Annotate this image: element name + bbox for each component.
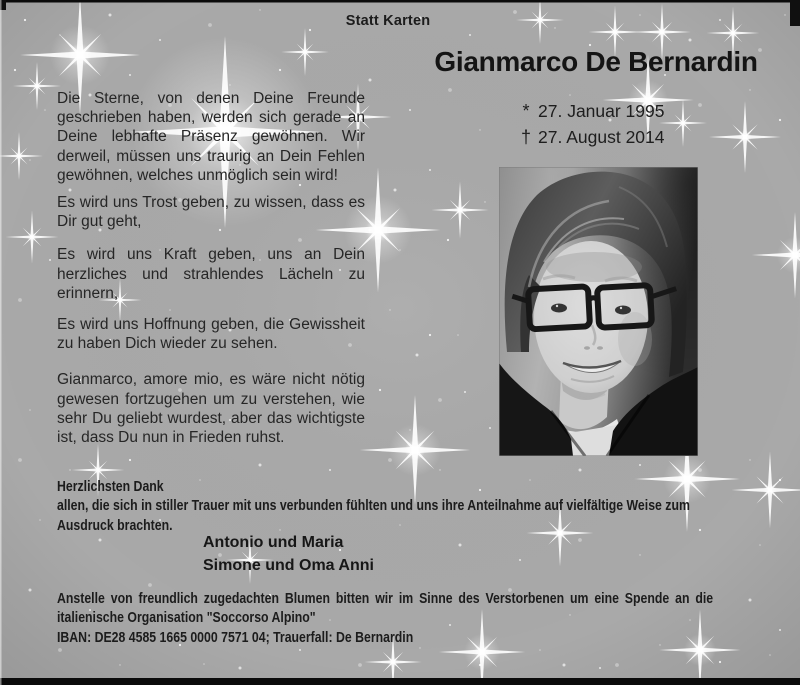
death-date: 27. August 2014 <box>538 127 665 147</box>
thanks-heading: Herzlichsten Dank <box>57 478 164 495</box>
deceased-name: Gianmarco De Bernardin <box>434 46 758 77</box>
thanks-section <box>57 477 795 535</box>
donation-section <box>57 589 795 647</box>
death-date-row <box>517 127 665 153</box>
family-name: Simone und Oma Anni <box>203 556 374 574</box>
portrait-photo <box>499 167 698 456</box>
donation-line: italienische Organisation "Soccorso Alpino" <box>57 609 316 627</box>
memorial-paragraph: Es wird uns Kraft geben, uns an Dein herzliches und strahlendes Lächeln zu erinnern, <box>57 246 365 302</box>
birth-date: 27. Januar 1995 <box>538 101 665 121</box>
memorial-text <box>57 89 365 447</box>
thanks-line: allen, die sich in stiller Trauer mit uns verbunden fühlten und uns ihre Anteilnahme auf vielfältige Weise zum <box>57 497 690 515</box>
donation-line: IBAN: DE28 4585 1665 0000 7571 04; Trauerfall: De Bernardin <box>57 628 414 646</box>
birth-star-symbol: * <box>522 101 530 121</box>
life-dates <box>517 101 665 153</box>
pre-header <box>0 13 800 29</box>
pre-header-label: Statt Karten <box>345 13 431 29</box>
family-names <box>203 532 374 577</box>
family-name: Antonio und Maria <box>203 534 344 551</box>
memorial-paragraph: Es wird uns Trost geben, zu wissen, dass es Dir gut geht, <box>57 194 365 231</box>
death-cross-symbol: † <box>520 127 531 147</box>
memorial-paragraph: Gianmarco, amore mio, es wäre nicht nötig gewesen fortzugehen um zu verstehen, wie sehr Du geliebt wurdest, aber das wichtigste ist, dass Du nun in Frieden ruhst. <box>57 371 365 447</box>
donation-line: Anstelle von freundlich zugedachten Blumen bitten wir im Sinne des Verstorbenen um eine Spende an die <box>57 590 714 607</box>
birth-date-row <box>517 101 665 127</box>
memorial-paragraph: Die Sterne, von denen Deine Freunde geschrieben haben, werden sich gerade an Deine lebhafte Präsenz gewöhnen. Wir derweil, müssen uns traurig an Dein Fehlen gewöhnen, welches unmöglich sein wird! <box>57 90 365 184</box>
thanks-line: Ausdruck brachten. <box>57 516 173 534</box>
memorial-paragraph: Es wird uns Hoffnung geben, die Gewissheit zu haben Dich wieder zu sehen. <box>57 316 365 353</box>
